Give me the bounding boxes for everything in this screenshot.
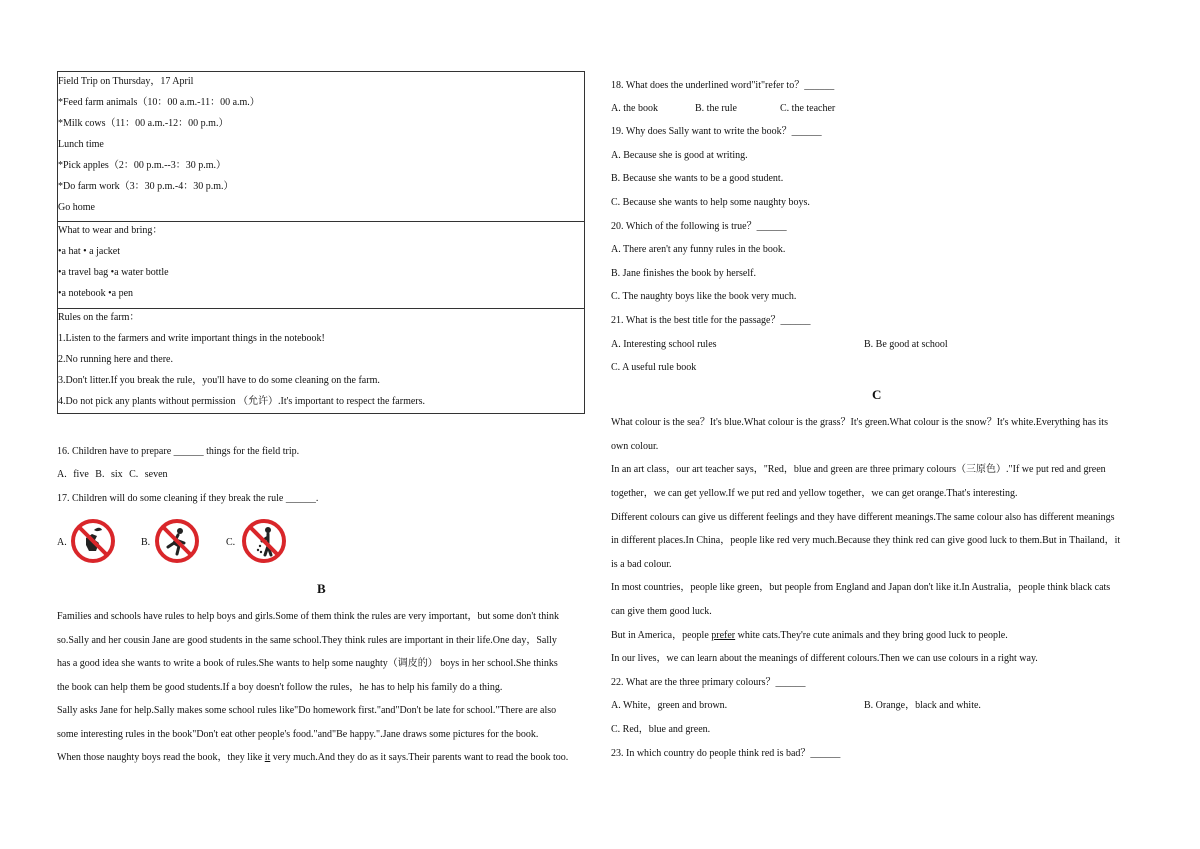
passage-c-line: is a bad colour.: [611, 559, 672, 570]
passage-b-line: some interesting rules in the book"Don't eat other people's food."and"Be happy.".Jane draws some pictures for the book.: [57, 729, 539, 740]
passage-c-line: Different colours can give us different feelings and they have different meanings.The same colour also has different meanings: [611, 512, 1115, 523]
q18-option-c: C. the teacher: [780, 103, 836, 114]
q21-option-c: C. A useful rule book: [611, 362, 697, 373]
passage-b-line: Sally asks Jane for help.Sally makes some school rules like"Do homework first."and"Don't be late for school."There are also: [57, 705, 557, 716]
table-line: 1.Listen to the farmers and write important things in the notebook!: [58, 333, 325, 344]
passage-b-line: so.Sally and her cousin Jane are good students in the same school.They think rules are important in their life.One day，Sally: [57, 635, 557, 646]
no-littering-icon: [241, 518, 287, 564]
table-line: Field Trip on Thursday，17 April: [58, 76, 194, 87]
schedule-box-2: [57, 221, 585, 309]
table-line: Go home: [58, 202, 95, 213]
q18-option-b: B. the rule: [695, 103, 737, 114]
question-19: 19. Why does Sally want to write the book？______: [611, 126, 822, 137]
passage-b-last-line: [57, 752, 568, 764]
passage-c-line: What colour is the sea？It's blue.What colour is the grass？It's green.What colour is the snow？It's white.Everything has its: [611, 417, 1108, 428]
q20-option-c: C. The naughty boys like the book very much.: [611, 291, 797, 302]
question-17: 17. Children will do some cleaning if they break the rule ______.: [57, 493, 319, 504]
question-16: 16. Children have to prepare ______ things for the field trip.: [57, 446, 300, 457]
table-line: *Pick apples（2：00 p.m.--3：30 p.m.）: [58, 160, 227, 171]
passage-c-line: together，we can get yellow.If we put red and yellow together，we can get orange.That's interesting.: [611, 488, 1018, 499]
option-a-label: A.: [57, 537, 67, 548]
table-line: *Milk cows（11：00 a.m.-12：00 p.m.）: [58, 118, 229, 129]
no-running-icon: [154, 518, 200, 564]
question-23: 23. In which country do people think red is bad？______: [611, 748, 841, 759]
passage-c-line: own colour.: [611, 441, 659, 452]
q19-option-c: C. Because she wants to help some naughty boys.: [611, 197, 810, 208]
q18-option-a: A. the book: [611, 103, 658, 114]
table-line: 3.Don't litter.If you break the rule，you'll have to do some cleaning on the farm.: [58, 375, 380, 386]
passage-c-line: can give them good luck.: [611, 606, 712, 617]
text-span: white cats.They're cute animals and they bring good luck to people.: [735, 630, 1008, 641]
table-line: *Do farm work（3：30 p.m.-4：30 p.m.）: [58, 181, 234, 192]
passage-c-line: In our lives，we can learn about the meanings of different colours.Then we can use colours in a right way.: [611, 653, 1038, 664]
option-c-label: C.: [226, 537, 236, 548]
q20-option-a: A. There aren't any funny rules in the book.: [611, 244, 786, 255]
q20-option-b: B. Jane finishes the book by herself.: [611, 268, 756, 279]
text-span: But in America，people: [611, 630, 712, 641]
table-line: Lunch time: [58, 139, 104, 150]
question-16-options: A. five B. six C. seven: [57, 469, 168, 480]
option-b-label: B.: [141, 537, 151, 548]
table-line: Rules on the farm：: [58, 312, 140, 323]
q22-option-c: C. Red，blue and green.: [611, 724, 711, 735]
table-line: 2.No running here and there.: [58, 354, 173, 365]
question-20: 20. Which of the following is true？______: [611, 221, 787, 232]
table-line: *Feed farm animals（10：00 a.m.-11：00 a.m.）: [58, 97, 260, 108]
passage-b-line: Families and schools have rules to help boys and girls.Some of them think the rules are very important，but some don't think: [57, 611, 559, 622]
passage-b-line: the book can help them be good students.If a boy doesn't follow the rules，he has to help his family do a thing.: [57, 682, 503, 693]
passage-c-line: in different places.In China，people like red very much.Because they think red can give good luck to them.But in Thailand，it: [611, 535, 1121, 546]
section-b-title: B: [317, 581, 326, 596]
q22-option-a: A. White，green and brown.: [611, 700, 728, 711]
text-span: When those naughty boys read the book，they like: [57, 752, 265, 763]
q22-option-b: B. Orange，black and white.: [864, 700, 981, 711]
underlined-it: it: [264, 752, 271, 763]
question-21: 21. What is the best title for the passage？______: [611, 315, 811, 326]
q19-option-b: B. Because she wants to be a good student.: [611, 173, 784, 184]
question-22: 22. What are the three primary colours？______: [611, 677, 806, 688]
passage-c-line: In an art class，our art teacher says，"Red，blue and green are three primary colours（三原色）."If we put red and green: [611, 464, 1106, 475]
no-picking-plants-icon: [70, 518, 116, 564]
table-line: •a notebook •a pen: [58, 288, 134, 299]
underlined-prefer: prefer: [711, 630, 736, 641]
schedule-box-3: [57, 308, 585, 414]
section-c-title: C: [872, 387, 882, 402]
q19-option-a: A. Because she is good at writing.: [611, 150, 748, 161]
q21-option-b: B. Be good at school: [864, 339, 948, 350]
q21-option-a: A. Interesting school rules: [611, 339, 717, 350]
table-line: What to wear and bring：: [58, 225, 163, 236]
schedule-box-1: [57, 71, 585, 222]
table-line: •a travel bag •a water bottle: [58, 267, 169, 278]
question-18: 18. What does the underlined word"it"refer to？______: [611, 80, 835, 91]
passage-c-america-line: [611, 630, 1008, 642]
text-span: very much.And they do as it says.Their parents want to read the book too.: [270, 752, 569, 763]
table-line: 4.Do not pick any plants without permission （允许）.It's important to respect the farmers.: [58, 396, 426, 407]
passage-c-line: In most countries，people like green，but people from England and Japan don't like it.In Australia，people think black cats: [611, 582, 1111, 593]
table-line: •a hat • a jacket: [58, 246, 120, 257]
passage-b-line: has a good idea she wants to write a book of rules.She wants to help some naughty（调皮的） boys in her school.She thinks: [57, 658, 558, 669]
